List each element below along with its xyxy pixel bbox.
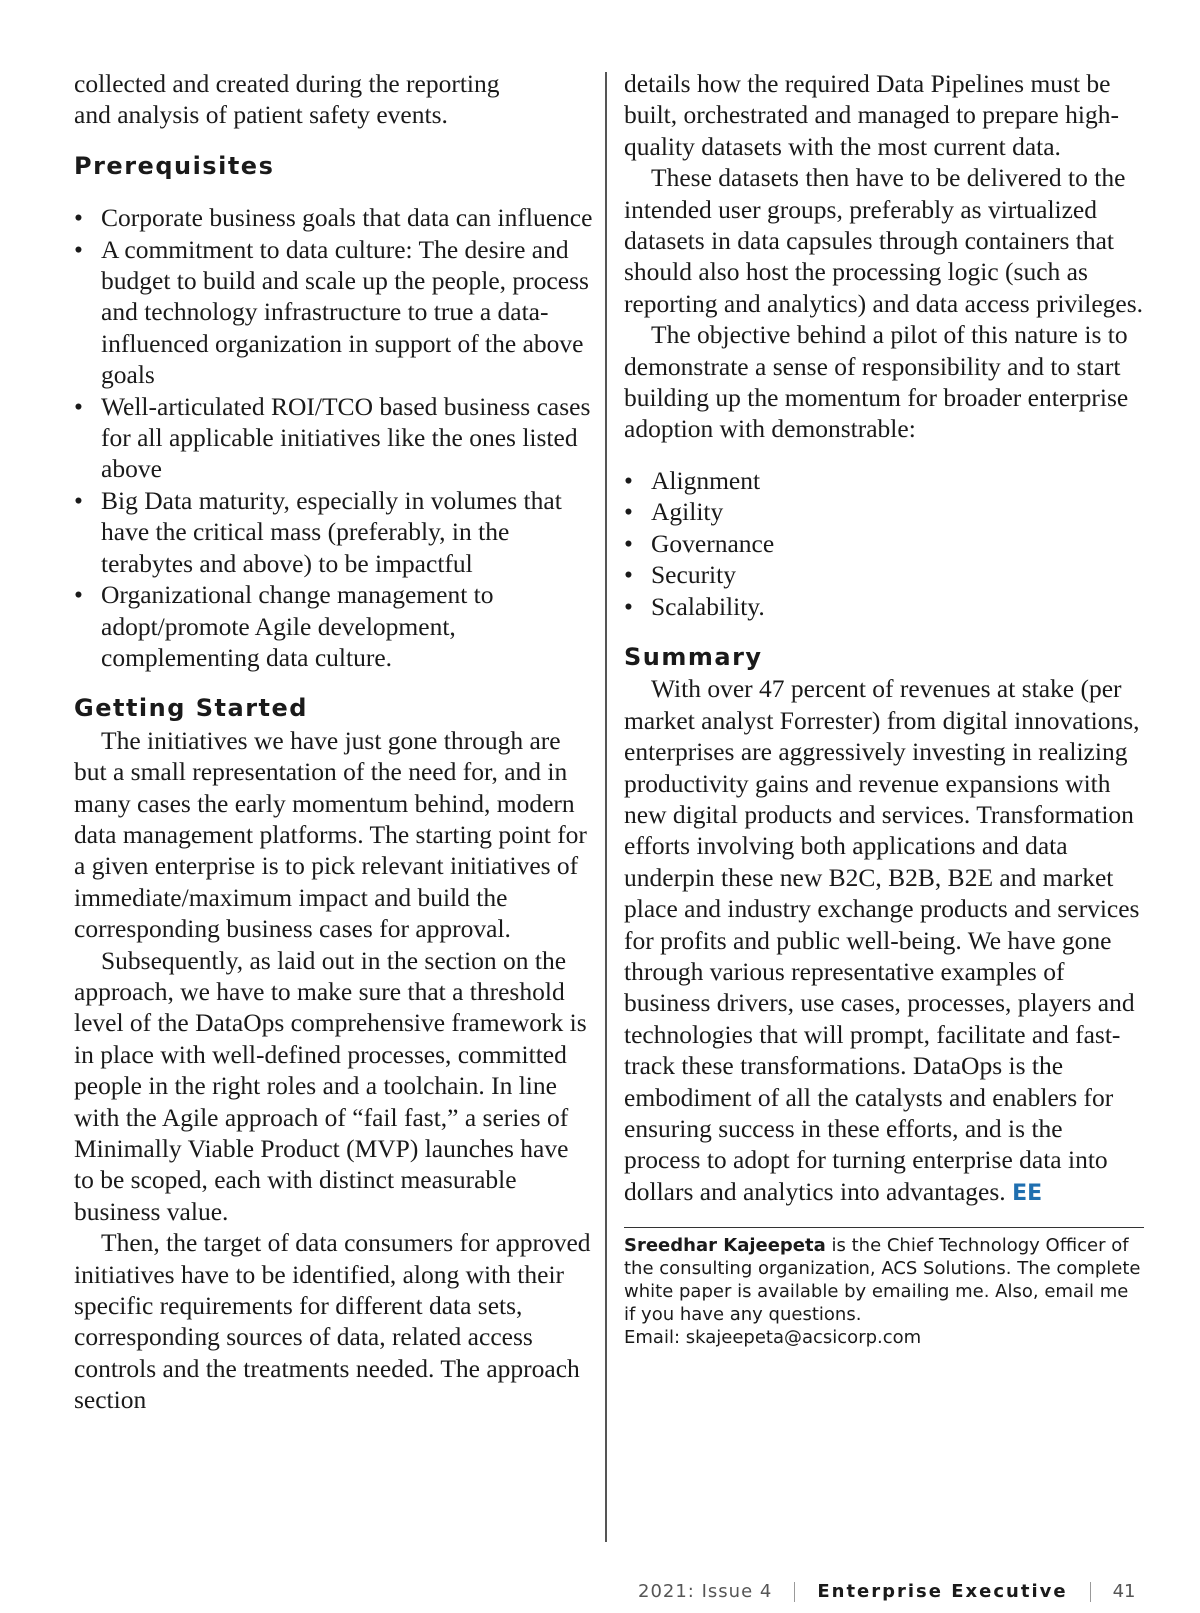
getting-started-heading: Getting Started (74, 694, 308, 723)
summary-heading: Summary (624, 642, 763, 671)
bullet-icon: • (624, 528, 633, 558)
approach-paragraph-3: The objective behind a pilot of this nature is to demonstrate a sense of responsibility and to start building up the momentum for broader enterprise adoption with demonstrable: (624, 320, 1129, 444)
list-item: • A commitment to data culture: The desire and budget to build and scale up the people, process and technology infrastructure to true a data-influenced organization in support of the above goals (74, 234, 589, 390)
prerequisites-heading: Prerequisites (74, 151, 275, 180)
bullet-icon: • (74, 391, 83, 421)
list-item: • Organizational change management to adopt/promote Agile development, complementing data culture. (74, 580, 494, 672)
approach-paragraph-1: details how the required Data Pipelines must be built, orchestrated and managed to prepare high-quality datasets with the most current data. (624, 69, 1119, 161)
intro-line-2: and analysis of patient safety events. (74, 100, 448, 130)
author-bio (624, 1228, 1144, 1349)
author-email: Email: skajeepeta@acsicorp.com (624, 1327, 922, 1349)
bullet-icon: • (624, 497, 633, 527)
footer-magazine-title: Enterprise Executive (817, 1581, 1068, 1602)
bullet-icon: • (74, 234, 83, 264)
list-item: • Governance (624, 528, 775, 558)
bullet-icon: • (74, 485, 83, 515)
right-column (624, 68, 1144, 1349)
bullet-icon: • (624, 560, 633, 590)
list-item: • Well-articulated ROI/TCO based business cases for all applicable initiatives like the ones listed above (74, 391, 591, 484)
list-item: • Corporate business goals that data can influence (74, 203, 593, 233)
getting-started-paragraph-3: Then, the target of data consumers for approved initiatives have to be identified, along with their specific requirements for different data sets, corresponding sources of data, related access controls and the treatments needed. The approach section (74, 1228, 591, 1415)
footer-separator (1090, 1582, 1091, 1602)
page-number: 41 (1112, 1581, 1136, 1602)
approach-paragraph-2: These datasets then have to be delivered to the intended user groups, preferably as virtualized datasets in data capsules through containers that should also host the processing logic (such as reporting and analytics) and data access privileges. (624, 163, 1144, 318)
list-item: • Alignment (624, 465, 761, 495)
bullet-icon: • (624, 591, 633, 621)
list-item: • Big Data maturity, especially in volumes that have the critical mass (preferably, in the terabytes and above) to be impactful (74, 485, 562, 578)
column-divider (605, 72, 607, 1542)
page-footer (638, 1581, 1135, 1602)
author-bio-text: is the Chief Technology Officer of the consulting organization, ACS Solutions. The complete white paper is available by emailing me. Also, email me if you have any questions. (624, 1235, 1141, 1326)
footer-separator (794, 1582, 795, 1602)
bullet-icon: • (74, 580, 83, 610)
bullet-icon: • (74, 203, 83, 233)
list-item: • Agility (624, 497, 724, 527)
list-item: • Scalability. (624, 591, 765, 621)
intro-line-1: collected and created during the reporting (74, 69, 500, 98)
benefits-list (624, 465, 1144, 622)
list-item: • Security (624, 560, 736, 590)
getting-started-paragraph-1: The initiatives we have just gone through are but a small representation of the need for, and in many cases the early momentum behind, modern data management platforms. The starting point for a given enterprise is to pick relevant initiatives of immediate/maximum impact and build the corresponding business cases for approval. (74, 725, 587, 944)
left-column (74, 68, 594, 1416)
end-mark: EE (1012, 1180, 1043, 1206)
summary-text: With over 47 percent of revenues at stake (per market analyst Forrester) from digital innovations, enterprises are aggressively investing in realizing productivity gains and revenue expansions with new digital products and services. Transformation efforts involving both applications and data underpin these new B2C, B2B, B2E and market place and industry exchange products and services for profits and public well-being. We have gone through various representative examples of business drivers, use cases, processes, players and technologies that will prompt, facilitate and fast-track these transformations. DataOps is the embodiment of all the catalysts and enablers for ensuring success in these efforts, and is the process to adopt for turning enterprise data into dollars and analytics into advantages. (624, 674, 1140, 1206)
prerequisites-list (74, 202, 594, 673)
footer-issue: 2021: Issue 4 (638, 1581, 773, 1602)
getting-started-paragraph-2: Subsequently, as laid out in the section on the approach, we have to make sure that a threshold level of the DataOps comprehensive framework is in place with well-defined processes, committed people in the right roles and a toolchain. In line with the Agile approach of “fail fast,” a series of Minimally Viable Product (MVP) launches have to be scoped, each with distinct measurable business value. (74, 945, 587, 1226)
summary-paragraph (624, 673, 1144, 1209)
author-name: Sreedhar Kajeepeta (624, 1235, 826, 1257)
bullet-icon: • (624, 465, 633, 495)
